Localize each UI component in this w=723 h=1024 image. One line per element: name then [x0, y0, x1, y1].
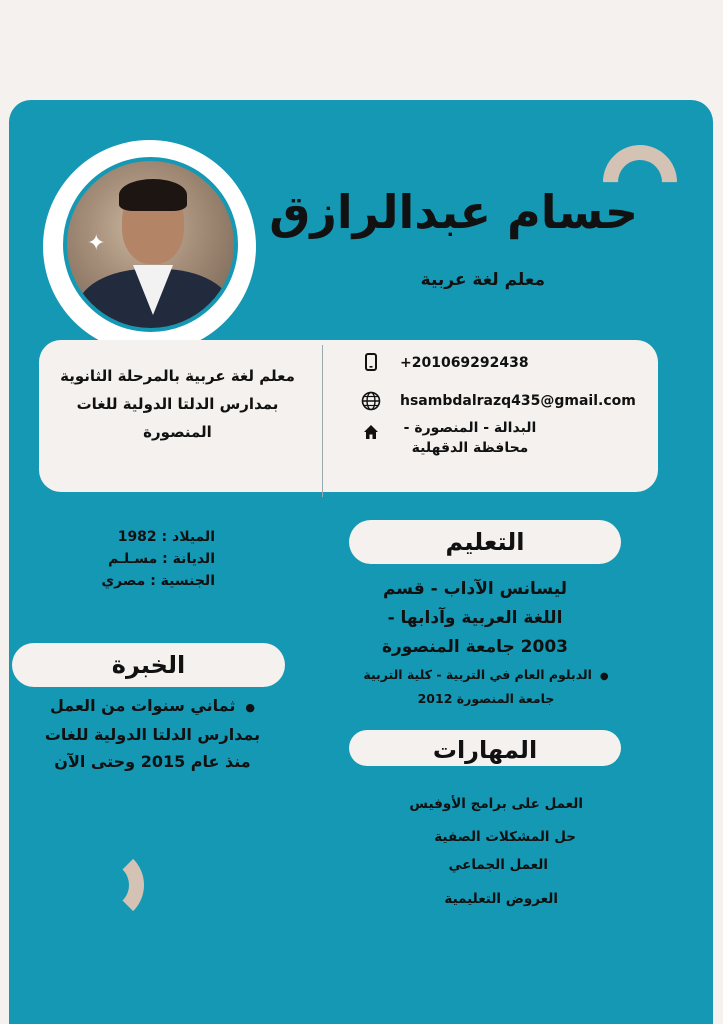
skills-heading: المهارات — [349, 730, 621, 766]
email-address[interactable]: hsambdalrazq435@gmail.com — [400, 393, 636, 409]
info-divider — [322, 345, 323, 497]
birth-year: الميلاد : 1982 — [117, 529, 215, 545]
profile-photo — [63, 157, 238, 332]
education-line: 2003 جامعة المنصورة — [381, 637, 568, 657]
experience-heading: الخبرة — [12, 643, 285, 687]
skill-item: العمل الجماعي — [448, 857, 548, 873]
job-title: معلم لغة عربية — [420, 270, 545, 290]
address-text: البدالة - المنصورة - محافظة الدقهلية — [403, 420, 537, 456]
education-diploma — [352, 664, 620, 710]
contact-address — [360, 418, 540, 458]
diploma-line: جامعة المنصورة 2012 — [417, 691, 555, 706]
education-heading: التعليم — [349, 520, 621, 564]
diploma-line: الدبلوم العام في التربية - كلية التربية — [363, 667, 592, 682]
skill-item: العمل على برامج الأوفيس — [409, 796, 583, 812]
experience-line: منذ عام 2015 وحتى الآن — [54, 752, 251, 771]
contact-email[interactable] — [360, 391, 636, 415]
experience-text — [30, 692, 275, 775]
experience-line: ثماني سنوات من العمل — [50, 696, 236, 715]
experience-line: بمدارس الدلتا الدولية للغات — [44, 725, 261, 744]
skill-item: العروض التعليمية — [444, 891, 558, 907]
education-line: ليسانس الآداب - قسم — [382, 579, 568, 599]
home-icon — [360, 424, 382, 444]
education-line: اللغة العربية وآدابها - — [387, 608, 563, 628]
skill-item: حل المشكلات الصفية — [434, 829, 576, 845]
religion: الديانة : مسـلـم — [108, 551, 215, 567]
phone-icon — [360, 353, 382, 375]
bullet-icon: ● — [245, 701, 255, 714]
decorative-arc-bottom — [70, 848, 144, 922]
nationality: الجنسية : مصري — [101, 573, 215, 589]
intro-text: معلم لغة عربية بالمرحلة الثانوية بمدارس الدلتا الدولية للغات المنصورة — [60, 367, 295, 441]
phone-number[interactable]: +201069292438 — [400, 355, 529, 371]
contact-phone[interactable] — [360, 353, 529, 375]
bullet-icon: ● — [599, 671, 609, 682]
personal-info — [101, 526, 215, 592]
globe-icon — [360, 391, 382, 415]
education-degree — [360, 575, 590, 662]
sparkle-icon: ✦ — [87, 231, 106, 256]
person-name: حسام عبدالرازق — [269, 185, 638, 239]
photo-hair — [119, 179, 187, 211]
